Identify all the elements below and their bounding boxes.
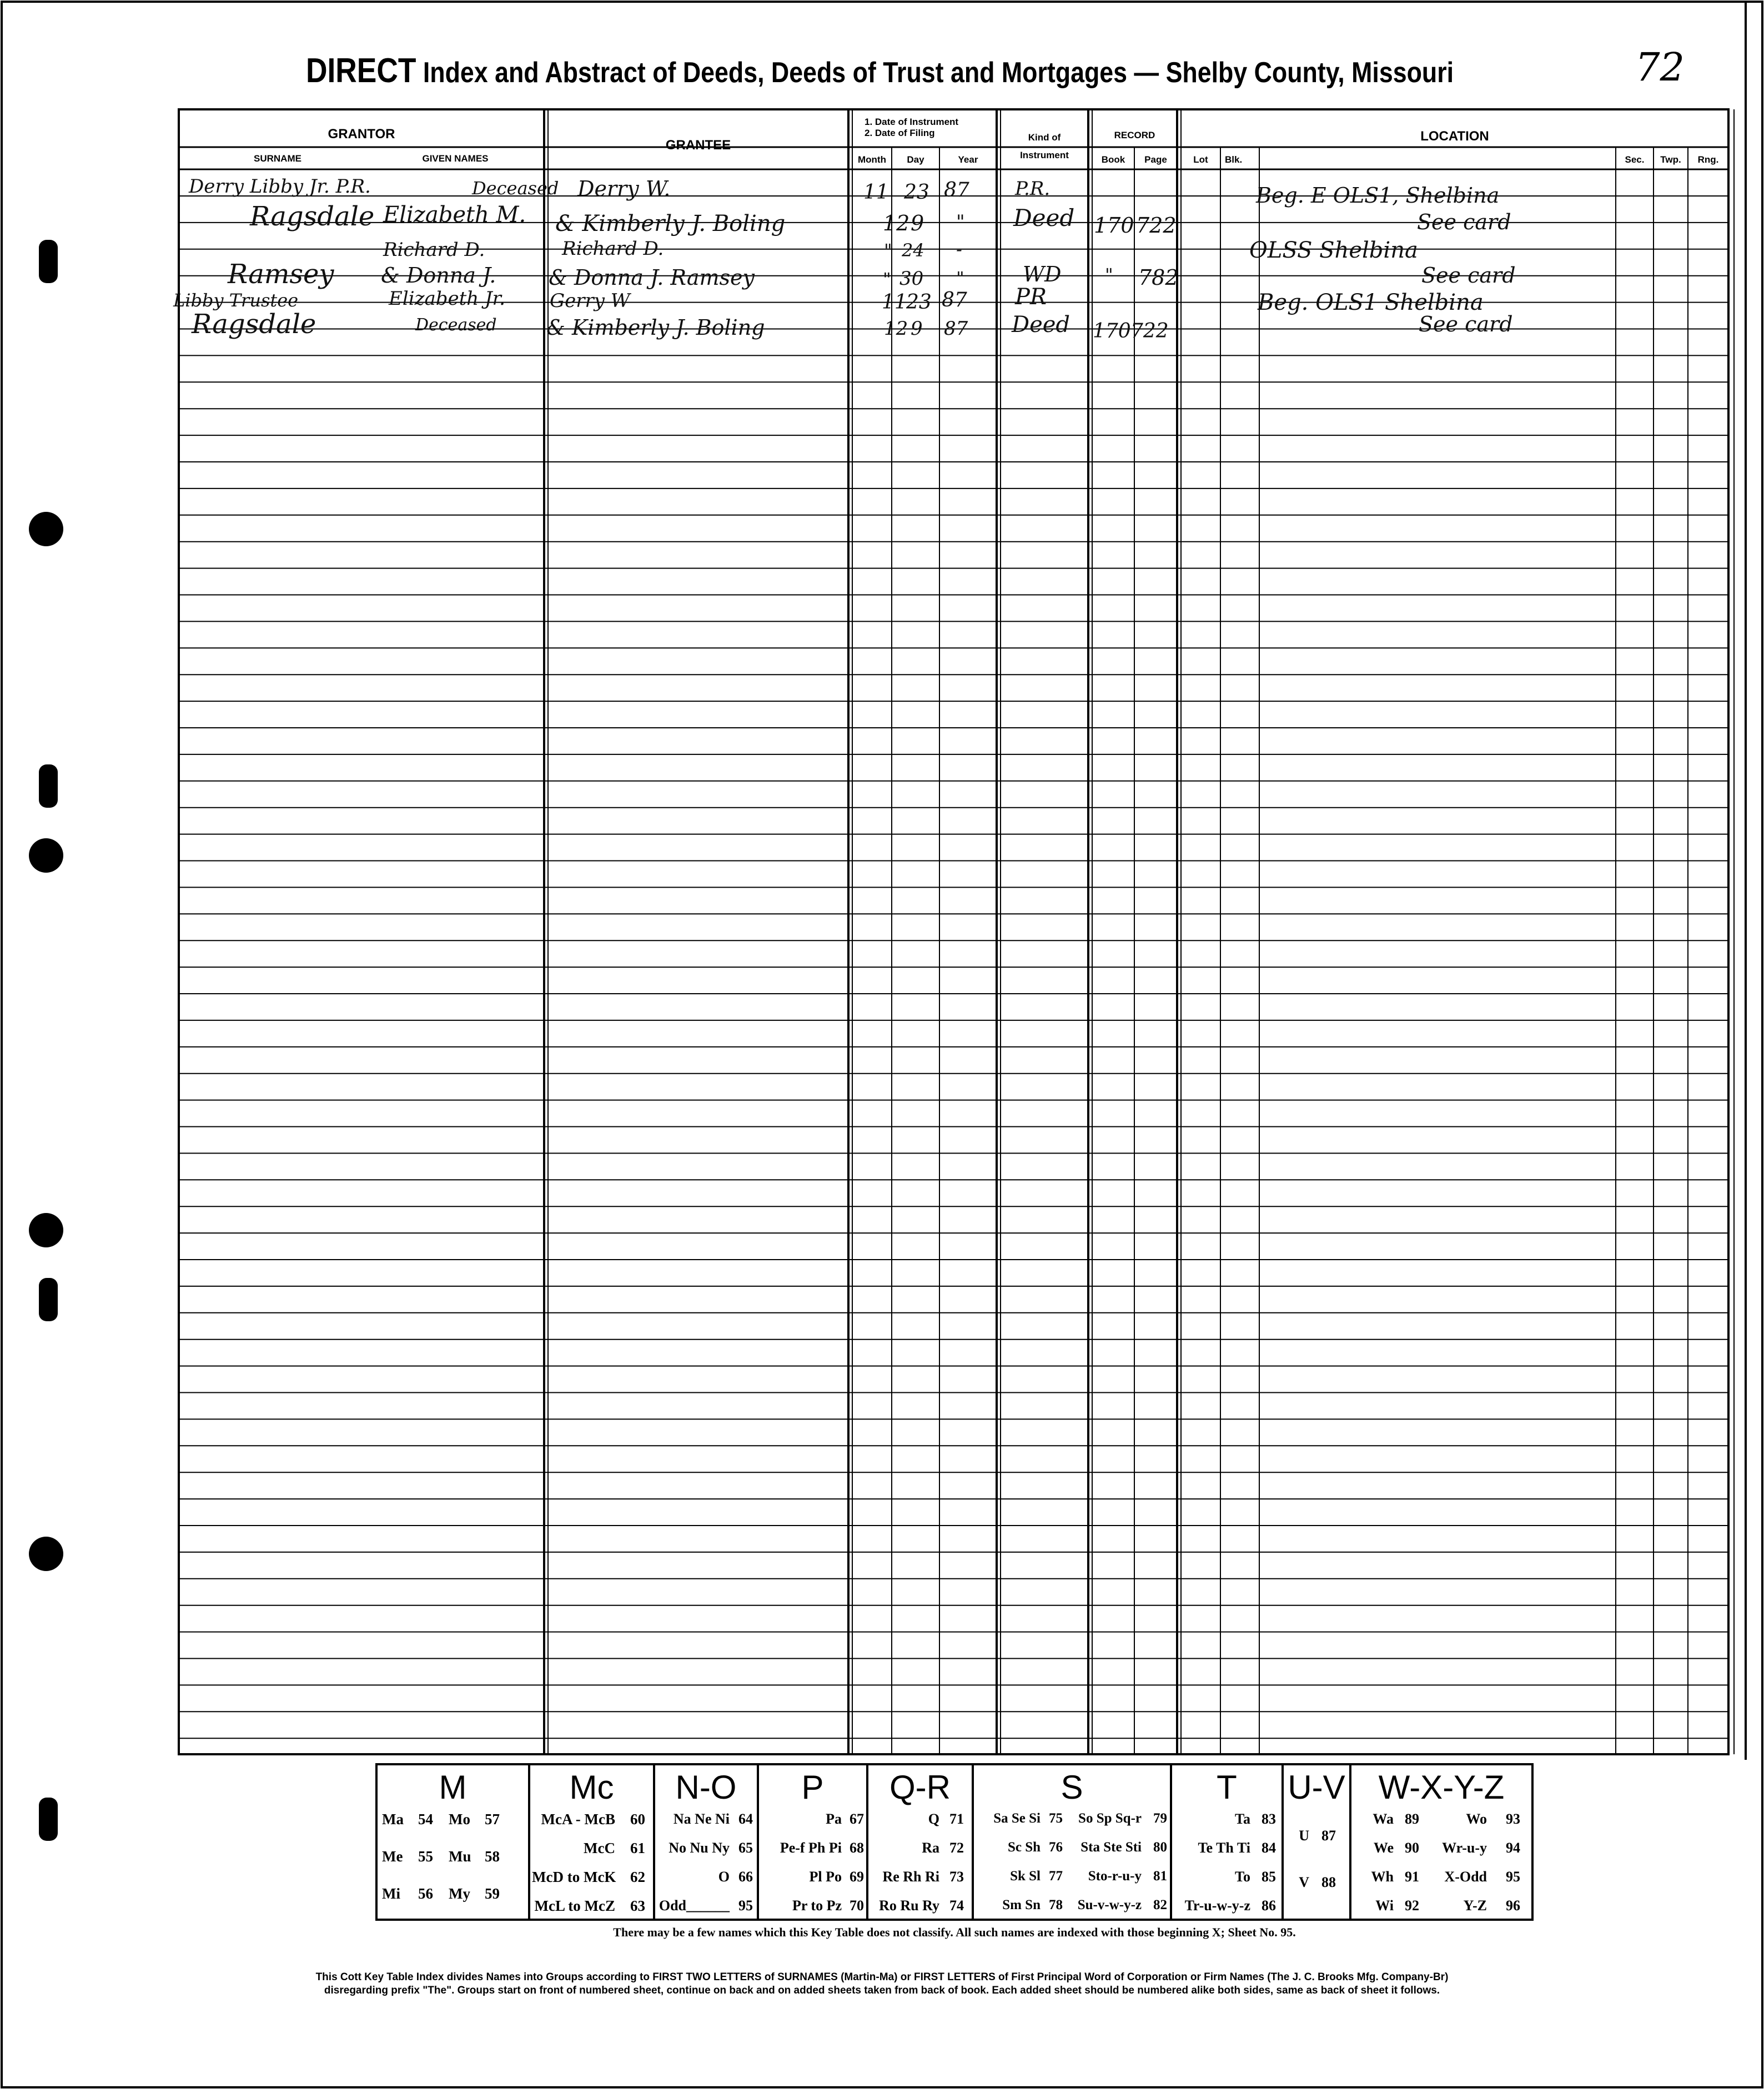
key-head-qr: Q-R [889, 1769, 951, 1806]
key-cell: 87 [1321, 1828, 1336, 1844]
entry-grantee: Derry W. [577, 177, 671, 201]
key-cell: Mi [382, 1885, 400, 1902]
entry-day: 9 [911, 211, 924, 235]
key-cell: 56 [418, 1885, 433, 1902]
key-cell: Wo [1466, 1811, 1487, 1827]
key-cell: Wr-u-y [1442, 1840, 1487, 1856]
key-cell: 82 [1153, 1897, 1167, 1912]
entry-year: " [956, 211, 965, 233]
key-cell: Wi [1375, 1897, 1394, 1914]
key-cell: 68 [850, 1840, 864, 1856]
key-cell: 81 [1153, 1869, 1167, 1884]
key-cell: 74 [949, 1897, 964, 1914]
key-cell: Na Ne Ni [673, 1811, 730, 1827]
entry-year: 87 [944, 179, 969, 202]
entry-surname: Ragsdale [192, 309, 316, 340]
entry-book: " [1105, 264, 1113, 285]
key-cell: 93 [1506, 1811, 1520, 1827]
page-number: 72 [1635, 44, 1685, 90]
entry-year: 87 [942, 289, 967, 311]
entry-location: Beg. E OLS1, Shelbina [1256, 183, 1500, 208]
key-cell: No Nu Ny [669, 1840, 730, 1856]
entry-location: See card [1419, 312, 1513, 336]
key-cell: Ra [922, 1840, 939, 1856]
key-cell: Sto-r-u-y [1088, 1869, 1142, 1884]
header-surname: SURNAME [254, 153, 301, 164]
title-lead: DIRECT [305, 52, 416, 90]
footer-line-2: disregarding prefix "The". Groups start on front of numbered sheet, continue on back and on added sheets taken from back of book. Each added sheet should be numbered alike both sides, same as back of sheet it follows. [324, 1985, 1440, 1996]
header-rng: Rng. [1697, 154, 1719, 165]
entry-book: 170 [1093, 320, 1131, 343]
footer-line-1: This Cott Key Table Index divides Names into Groups according to FIRST TWO LETTERS of SURNAMES (Martin-Ma) or FIRST LETTERS of First Principal Word of Corporation or Firm Names (The J. C. Brooks Mfg. Company-Br) [315, 1971, 1449, 1983]
key-cell: Me [382, 1848, 403, 1865]
key-cell: 95 [1506, 1869, 1520, 1885]
key-cell: 62 [630, 1869, 645, 1885]
key-cell: 76 [1049, 1840, 1063, 1855]
key-head-wxyz: W-X-Y-Z [1378, 1769, 1505, 1806]
header-location: LOCATION [1420, 129, 1489, 144]
header-grantor: GRANTOR [328, 127, 395, 142]
key-head-mc: Mc [569, 1769, 614, 1806]
key-cell: 70 [850, 1897, 864, 1914]
key-cell: McC [584, 1840, 615, 1856]
key-cell: So Sp Sq-r [1078, 1811, 1142, 1826]
key-cell: Sm Sn [1002, 1897, 1041, 1912]
key-cell: 59 [485, 1885, 500, 1902]
key-cell: 73 [949, 1869, 964, 1885]
header-lot: Lot [1193, 154, 1208, 165]
entry-location: OLSS Shelbina [1249, 238, 1418, 263]
key-cell: 90 [1405, 1840, 1419, 1856]
key-cell: Sta Ste Sti [1080, 1840, 1142, 1855]
key-cell: Wa [1373, 1811, 1394, 1827]
key-cell: 84 [1262, 1840, 1276, 1856]
key-cell: 54 [418, 1811, 433, 1828]
key-cell: 89 [1405, 1811, 1419, 1827]
key-cell: Ta [1235, 1811, 1250, 1827]
entry-given: & Donna J. [381, 263, 496, 288]
key-cell: Pe-f Ph Pi [780, 1840, 842, 1856]
key-cell: X-Odd [1444, 1869, 1487, 1885]
key-cell: Pr to Pz [792, 1897, 842, 1914]
key-cell: Sa Se Si [993, 1811, 1041, 1826]
entry-year: - [956, 239, 962, 260]
entry-day: 30 [899, 268, 924, 290]
key-cell: Re Rh Ri [882, 1869, 939, 1885]
entry-kind: WD [1023, 262, 1062, 286]
key-cell: 58 [485, 1848, 500, 1865]
entry-kind: Deed [1013, 204, 1075, 231]
key-cell: My [449, 1885, 470, 1902]
header-given-names: GIVEN NAMES [422, 153, 489, 164]
key-cell: Ma [382, 1811, 404, 1828]
key-cell: Pl Po [809, 1869, 842, 1885]
entry-location: Beg. OLS1 Shelbina [1258, 290, 1484, 315]
key-cell: 79 [1153, 1811, 1167, 1826]
entry-surname: Libby Trustee [173, 290, 299, 311]
key-cell: McD to McK [532, 1869, 616, 1885]
entry-kind: Deed [1012, 312, 1071, 338]
header-date-line2: 2. Date of Filing [865, 128, 935, 138]
entry-location: See card [1417, 210, 1511, 234]
key-cell: Su-v-w-y-z [1077, 1897, 1142, 1912]
key-cell: Odd______ [659, 1897, 730, 1914]
key-cell: 64 [738, 1811, 753, 1827]
key-cell: 72 [949, 1840, 964, 1856]
key-cell: 66 [738, 1869, 753, 1885]
entry-month: 12 [884, 318, 908, 340]
key-cell: 80 [1153, 1840, 1167, 1855]
entry-grantee: & Kimberly J. Boling [546, 315, 765, 340]
key-cell: 96 [1506, 1897, 1520, 1914]
entry-month: 11 [882, 291, 907, 314]
entry-day: 23 [906, 291, 932, 314]
entry-month: 12 [883, 211, 910, 235]
key-cell: 95 [738, 1897, 753, 1914]
key-cell: 83 [1262, 1811, 1276, 1827]
key-cell: 57 [485, 1811, 500, 1828]
key-cell: 63 [630, 1897, 645, 1914]
entry-given: Deceased [415, 315, 497, 335]
key-cell: 60 [630, 1811, 645, 1828]
key-head-no: N-O [675, 1769, 737, 1806]
key-cell: Pa [826, 1811, 842, 1827]
entry-day: 23 [904, 181, 929, 204]
key-head-s: S [1061, 1769, 1083, 1806]
header-month: Month [858, 154, 886, 165]
entry-page: 722 [1136, 213, 1177, 238]
header-instrument: Instrument [1020, 150, 1069, 160]
entry-year: " [956, 268, 964, 289]
entry-month: " [884, 240, 892, 261]
key-cell: Tr-u-w-y-z [1184, 1897, 1250, 1914]
key-cell: To [1235, 1869, 1250, 1885]
key-cell: Q [928, 1811, 939, 1827]
key-cell: 77 [1049, 1869, 1063, 1884]
header-day: Day [907, 154, 924, 165]
entry-month: " [883, 269, 891, 290]
entry-grantee: & Kimberly J. Boling [555, 211, 786, 236]
key-cell: Sc Sh [1007, 1840, 1041, 1855]
key-cell: 71 [949, 1811, 964, 1827]
entry-surname: Derry Libby Jr. P.R. [189, 175, 371, 198]
key-cell: Wh [1371, 1869, 1394, 1885]
key-cell: U [1299, 1828, 1309, 1844]
key-cell: 55 [418, 1848, 433, 1865]
header-page: Page [1144, 154, 1167, 165]
entry-surname: Ragsdale [250, 201, 375, 232]
header-kind-of: Kind of [1028, 132, 1061, 143]
entry-given: Deceased [472, 178, 559, 199]
key-cell: 91 [1405, 1869, 1419, 1885]
entry-month: 11 [863, 181, 889, 204]
key-cell: Mo [449, 1811, 470, 1828]
entry-surname: Ramsey [228, 259, 334, 290]
entry-kind: P.R. [1015, 178, 1051, 200]
key-cell: McL to McZ [534, 1897, 615, 1914]
title-rest: Index and Abstract of Deeds, Deeds of Trust and Mortgages — Shelby County, Missouri [416, 57, 1454, 89]
entry-grantee: Gerry W [550, 290, 630, 312]
key-cell: 85 [1262, 1869, 1276, 1885]
key-cell: O [718, 1869, 730, 1885]
entry-location: See card [1421, 263, 1516, 288]
entry-book: 170 [1094, 213, 1134, 238]
key-cell: 75 [1049, 1811, 1063, 1826]
header-date-line1: 1. Date of Instrument [865, 117, 959, 127]
entry-given: Elizabeth M. [383, 202, 526, 228]
header-grantee: GRANTEE [665, 138, 731, 153]
header-book: Book [1101, 154, 1125, 165]
key-cell: 67 [850, 1811, 864, 1827]
entry-year: 87 [944, 318, 968, 340]
entry-page: 722 [1130, 320, 1169, 343]
entry-day: 24 [902, 240, 924, 261]
key-cell: 92 [1405, 1897, 1419, 1914]
key-table-note: There may be a few names which this Key Table does not classify. All such names are indexed with those beginning X; Sheet No. 95. [613, 1925, 1296, 1939]
key-cell: 88 [1321, 1874, 1336, 1890]
entry-page: 782 [1138, 265, 1179, 290]
key-cell: 61 [630, 1840, 645, 1856]
key-head-t: T [1217, 1769, 1237, 1806]
key-head-m: M [439, 1769, 467, 1806]
header-year: Year [958, 154, 978, 165]
key-cell: We [1373, 1840, 1394, 1856]
key-cell: Sk Sl [1010, 1869, 1041, 1884]
key-cell: Ro Ru Ry [879, 1897, 939, 1914]
key-cell: McA - McB [541, 1811, 615, 1828]
key-cell: 69 [850, 1869, 864, 1885]
key-cell: Te Th Ti [1198, 1840, 1250, 1856]
header-sec: Sec. [1625, 154, 1645, 165]
key-cell: 86 [1262, 1897, 1276, 1914]
header-twp: Twp. [1660, 154, 1681, 165]
key-cell: Mu [449, 1848, 471, 1865]
entry-given: Elizabeth Jr. [389, 288, 505, 310]
entry-grantee: Richard D. [562, 238, 664, 260]
key-cell: 65 [738, 1840, 753, 1856]
key-cell: V [1299, 1874, 1309, 1890]
key-head-p: P [801, 1769, 824, 1806]
entry-grantee: & Donna J. Ramsey [549, 265, 755, 290]
key-head-uv: U-V [1288, 1769, 1345, 1806]
header-blk: Blk. [1225, 154, 1243, 165]
entry-day: 9 [911, 318, 923, 340]
header-record: RECORD [1114, 130, 1155, 140]
entry-kind: PR [1015, 284, 1047, 310]
key-cell: 78 [1049, 1897, 1063, 1912]
key-cell: Y-Z [1463, 1897, 1487, 1914]
key-cell: 94 [1506, 1840, 1520, 1856]
entry-given: Richard D. [383, 239, 485, 261]
